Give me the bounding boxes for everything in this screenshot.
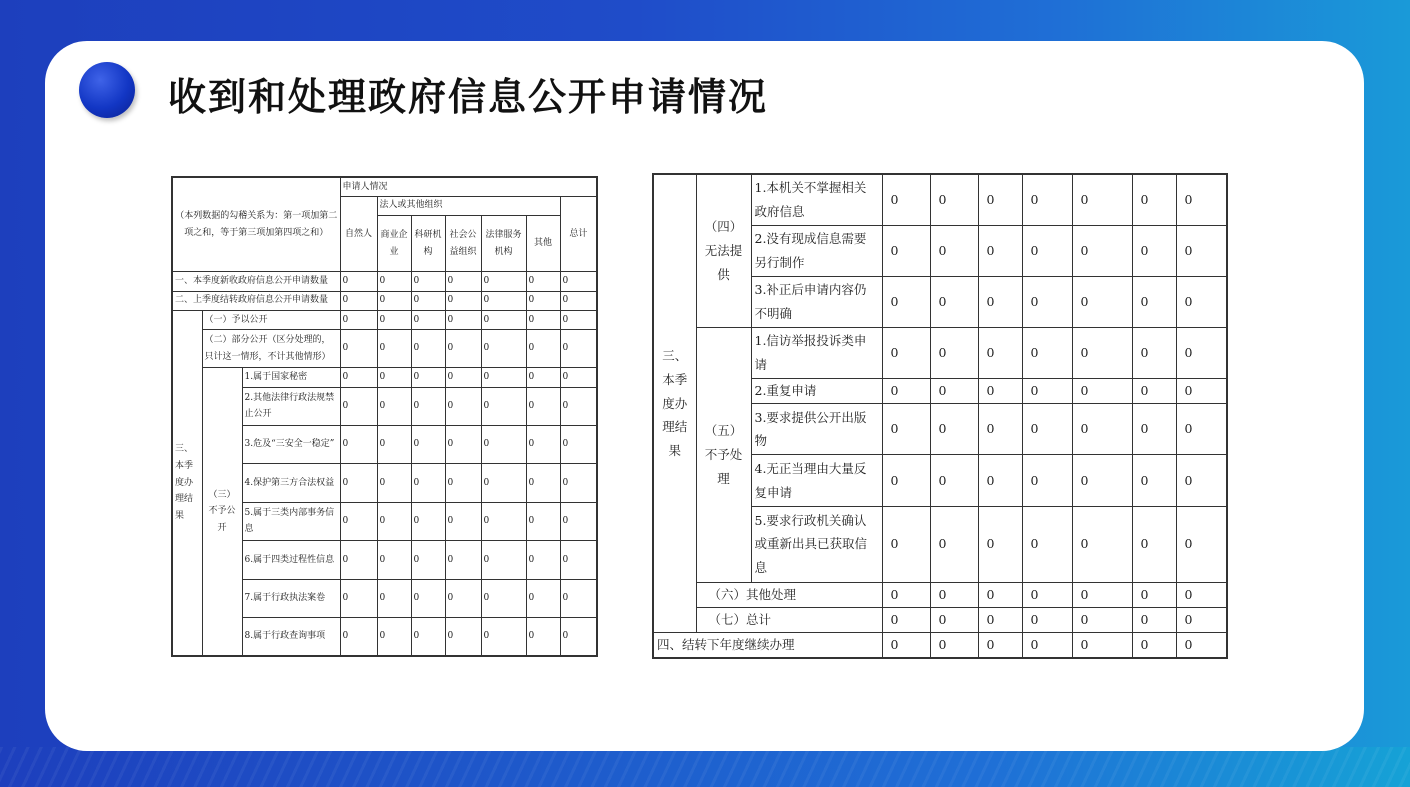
cell: 0	[526, 464, 560, 502]
cell: 0	[377, 617, 411, 656]
cell: 0	[1072, 276, 1132, 327]
cell: 0	[445, 310, 481, 329]
cell: 0	[882, 506, 930, 582]
cell: 0	[978, 328, 1022, 379]
cell: 0	[1132, 607, 1176, 632]
cell: 0	[445, 617, 481, 656]
cell: 0	[340, 272, 377, 291]
cell: 0	[411, 579, 445, 617]
cell: 0	[481, 272, 526, 291]
not-open-group-label: （三）不予公开	[202, 368, 242, 656]
cell: 0	[1022, 607, 1072, 632]
cell: 0	[481, 579, 526, 617]
row-label: 3.补正后申请内容仍不明确	[751, 276, 882, 327]
cell: 0	[340, 291, 377, 310]
cell: 0	[445, 272, 481, 291]
cell: 0	[1022, 506, 1072, 582]
row-label: 1.属于国家秘密	[242, 368, 340, 387]
cell: 0	[445, 502, 481, 540]
unable-group-label: （四）无法提供	[696, 174, 751, 328]
header-business: 商业企业	[377, 215, 411, 272]
cell: 0	[481, 617, 526, 656]
table-row	[172, 310, 597, 329]
cell: 0	[526, 541, 560, 579]
cell: 0	[1176, 633, 1227, 658]
cell: 0	[882, 225, 930, 276]
cell: 0	[1022, 582, 1072, 607]
cell: 0	[978, 607, 1022, 632]
cell: 0	[978, 174, 1022, 225]
cell: 0	[1072, 633, 1132, 658]
row-label: 5.属于三类内部事务信息	[242, 502, 340, 540]
cell: 0	[978, 276, 1022, 327]
table-row	[653, 607, 1227, 632]
cell: 0	[1072, 506, 1132, 582]
cell: 0	[481, 425, 526, 463]
row-label: 2.没有现成信息需要另行制作	[751, 225, 882, 276]
cell: 0	[526, 310, 560, 329]
cell: 0	[978, 633, 1022, 658]
cell: 0	[481, 502, 526, 540]
cell: 0	[930, 506, 978, 582]
cell: 0	[340, 617, 377, 656]
cell: 0	[377, 330, 411, 368]
row-label: 3.要求提供公开出版物	[751, 404, 882, 455]
cell: 0	[978, 404, 1022, 455]
cell: 0	[340, 330, 377, 368]
row-label: 二、上季度结转政府信息公开申请数量	[172, 291, 340, 310]
table-corner-note: （本列数据的勾稽关系为：第一项加第二项之和，等于第三项加第四项之和）	[172, 177, 340, 272]
cell: 0	[377, 387, 411, 425]
page-title: 收到和处理政府信息公开申请情况	[168, 75, 769, 119]
cell: 0	[377, 579, 411, 617]
table-row	[172, 272, 597, 291]
cell: 0	[1072, 455, 1132, 506]
row-label: 1.信访举报投诉类申请	[751, 328, 882, 379]
background-band	[0, 747, 1410, 787]
cell: 0	[411, 291, 445, 310]
cell: 0	[1022, 404, 1072, 455]
cell: 0	[1022, 174, 1072, 225]
cell: 0	[882, 633, 930, 658]
cell: 0	[1022, 455, 1072, 506]
row-label: 4.无正当理由大量反复申请	[751, 455, 882, 506]
row-label: （六）其他处理	[696, 582, 882, 607]
header-social: 社会公益组织	[445, 215, 481, 272]
cell: 0	[560, 464, 597, 502]
cell: 0	[445, 425, 481, 463]
row-label: 2.其他法律行政法规禁止公开	[242, 387, 340, 425]
cell: 0	[930, 633, 978, 658]
row-label: （七）总计	[696, 607, 882, 632]
cell: 0	[1072, 328, 1132, 379]
cell: 0	[1132, 225, 1176, 276]
cell: 0	[1022, 328, 1072, 379]
table-row	[653, 328, 1227, 379]
cell: 0	[1176, 225, 1227, 276]
cell: 0	[1132, 404, 1176, 455]
cell: 0	[411, 387, 445, 425]
row-label: 6.属于四类过程性信息	[242, 541, 340, 579]
cell: 0	[882, 404, 930, 455]
cell: 0	[1176, 379, 1227, 404]
cell: 0	[1132, 174, 1176, 225]
cell: 0	[560, 579, 597, 617]
cell: 0	[882, 276, 930, 327]
cell: 0	[377, 425, 411, 463]
cell: 0	[978, 582, 1022, 607]
row-label: 5.要求行政机关确认或重新出具已获取信息	[751, 506, 882, 582]
right-disclosure-table	[652, 173, 1228, 659]
cell: 0	[377, 310, 411, 329]
cell: 0	[377, 541, 411, 579]
cell: 0	[1176, 582, 1227, 607]
row-label: 2.重复申请	[751, 379, 882, 404]
cell: 0	[1072, 607, 1132, 632]
cell: 0	[930, 328, 978, 379]
cell: 0	[411, 617, 445, 656]
cell: 0	[340, 579, 377, 617]
cell: 0	[526, 502, 560, 540]
cell: 0	[481, 330, 526, 368]
cell: 0	[1132, 633, 1176, 658]
cell: 0	[411, 541, 445, 579]
row-label: （一）予以公开	[202, 310, 340, 329]
cell: 0	[1132, 455, 1176, 506]
cell: 0	[445, 541, 481, 579]
section-3-label: 三、本季度办理结果	[653, 174, 696, 633]
cell: 0	[1176, 174, 1227, 225]
cell: 0	[930, 174, 978, 225]
cell: 0	[340, 541, 377, 579]
row-label: 3.危及“三安全一稳定”	[242, 425, 340, 463]
table-row	[172, 291, 597, 310]
table-row	[172, 330, 597, 368]
cell: 0	[340, 502, 377, 540]
table-row	[172, 368, 597, 387]
cell: 0	[481, 387, 526, 425]
cell: 0	[1132, 276, 1176, 327]
header-natural-person: 自然人	[340, 196, 377, 272]
cell: 0	[411, 310, 445, 329]
cell: 0	[526, 330, 560, 368]
cell: 0	[411, 272, 445, 291]
row-label: 一、本季度新收政府信息公开申请数量	[172, 272, 340, 291]
cell: 0	[1176, 404, 1227, 455]
cell: 0	[1072, 379, 1132, 404]
cell: 0	[377, 368, 411, 387]
no-process-group-label: （五）不予处理	[696, 328, 751, 583]
cell: 0	[560, 368, 597, 387]
cell: 0	[1072, 404, 1132, 455]
cell: 0	[560, 291, 597, 310]
cell: 0	[526, 291, 560, 310]
cell: 0	[1072, 174, 1132, 225]
table-row	[653, 633, 1227, 658]
cell: 0	[560, 502, 597, 540]
cell: 0	[978, 455, 1022, 506]
header-research: 科研机构	[411, 215, 445, 272]
cell: 0	[445, 330, 481, 368]
cell: 0	[978, 379, 1022, 404]
cell: 0	[1022, 379, 1072, 404]
cell: 0	[411, 368, 445, 387]
cell: 0	[411, 502, 445, 540]
cell: 0	[445, 579, 481, 617]
cell: 0	[411, 330, 445, 368]
table-row	[653, 174, 1227, 225]
cell: 0	[560, 310, 597, 329]
header-legal-service: 法律服务机构	[481, 215, 526, 272]
cell: 0	[445, 387, 481, 425]
cell: 0	[481, 368, 526, 387]
cell: 0	[930, 276, 978, 327]
cell: 0	[340, 387, 377, 425]
cell: 0	[560, 425, 597, 463]
cell: 0	[882, 582, 930, 607]
cell: 0	[526, 368, 560, 387]
cell: 0	[882, 607, 930, 632]
cell: 0	[1176, 455, 1227, 506]
cell: 0	[1022, 276, 1072, 327]
title-bullet-icon	[79, 62, 135, 118]
cell: 0	[526, 425, 560, 463]
cell: 0	[340, 464, 377, 502]
cell: 0	[526, 579, 560, 617]
header-total: 总计	[560, 196, 597, 272]
cell: 0	[560, 272, 597, 291]
cell: 0	[930, 225, 978, 276]
cell: 0	[411, 425, 445, 463]
cell: 0	[930, 607, 978, 632]
cell: 0	[1176, 328, 1227, 379]
cell: 0	[1176, 276, 1227, 327]
cell: 0	[411, 464, 445, 502]
cell: 0	[445, 368, 481, 387]
cell: 0	[560, 541, 597, 579]
row-label: 4.保护第三方合法权益	[242, 464, 340, 502]
cell: 0	[1132, 582, 1176, 607]
cell: 0	[377, 502, 411, 540]
cell: 0	[560, 617, 597, 656]
header-other: 其他	[526, 215, 560, 272]
cell: 0	[978, 506, 1022, 582]
cell: 0	[882, 328, 930, 379]
cell: 0	[560, 330, 597, 368]
row-label: 1.本机关不掌握相关政府信息	[751, 174, 882, 225]
cell: 0	[882, 455, 930, 506]
cell: 0	[1132, 506, 1176, 582]
cell: 0	[978, 225, 1022, 276]
cell: 0	[481, 310, 526, 329]
section-3-label: 三、本季度办理结果	[172, 310, 202, 656]
cell: 0	[377, 291, 411, 310]
cell: 0	[1176, 506, 1227, 582]
cell: 0	[930, 582, 978, 607]
row-label: 8.属于行政查询事项	[242, 617, 340, 656]
cell: 0	[1132, 379, 1176, 404]
row-label: 7.属于行政执法案卷	[242, 579, 340, 617]
cell: 0	[340, 425, 377, 463]
row-label: 四、结转下年度继续办理	[653, 633, 882, 658]
cell: 0	[1022, 633, 1072, 658]
cell: 0	[526, 387, 560, 425]
cell: 0	[560, 387, 597, 425]
cell: 0	[1072, 582, 1132, 607]
cell: 0	[445, 291, 481, 310]
cell: 0	[481, 464, 526, 502]
cell: 0	[882, 174, 930, 225]
cell: 0	[930, 455, 978, 506]
cell: 0	[1022, 225, 1072, 276]
cell: 0	[481, 291, 526, 310]
cell: 0	[930, 404, 978, 455]
cell: 0	[377, 464, 411, 502]
cell: 0	[377, 272, 411, 291]
row-label: （二）部分公开（区分处理的，只计这一情形，不计其他情形）	[202, 330, 340, 368]
cell: 0	[526, 272, 560, 291]
cell: 0	[481, 541, 526, 579]
cell: 0	[340, 310, 377, 329]
cell: 0	[930, 379, 978, 404]
cell: 0	[340, 368, 377, 387]
cell: 0	[1176, 607, 1227, 632]
cell: 0	[526, 617, 560, 656]
left-disclosure-table	[171, 176, 598, 657]
cell: 0	[1132, 328, 1176, 379]
header-legal-group: 法人或其他组织	[377, 196, 560, 215]
cell: 0	[1072, 225, 1132, 276]
table-row	[653, 582, 1227, 607]
cell: 0	[445, 464, 481, 502]
header-applicant: 申请人情况	[340, 177, 597, 196]
cell: 0	[882, 379, 930, 404]
